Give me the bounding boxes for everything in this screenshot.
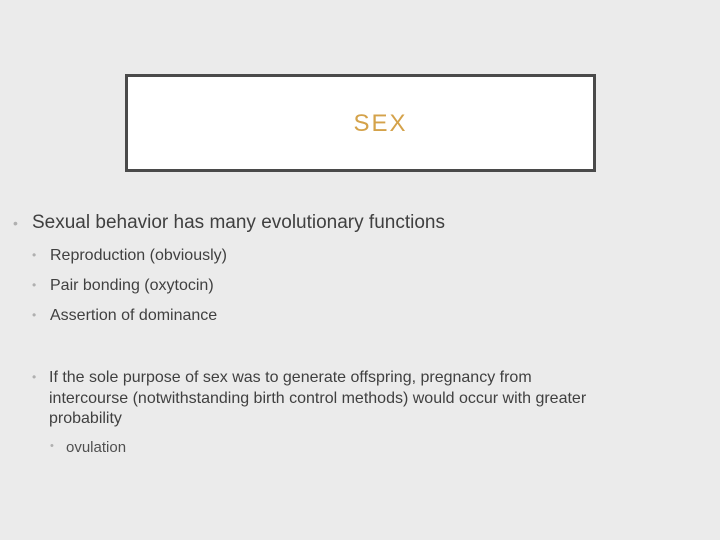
title-box	[125, 74, 596, 172]
sub-bullet-item: Reproduction (obviously)	[50, 247, 227, 264]
slide-title: SEX	[353, 110, 408, 137]
sub-bullet-dot-icon: •	[32, 308, 37, 322]
sub-bullet-item: Pair bonding (oxytocin)	[50, 277, 214, 294]
sub-bullet-line: If the sole purpose of sex was to generate offspring, pregnancy from	[49, 369, 532, 386]
sub-sub-bullet-item: ovulation	[66, 439, 127, 456]
sub-sub-bullet-dot-icon: •	[50, 440, 54, 452]
sub-bullet-dot-icon: •	[32, 278, 37, 292]
sub-bullet-dot-icon: •	[32, 370, 37, 384]
sub-bullet-line: intercourse (notwithstanding birth control methods) would occur with greater	[49, 390, 587, 407]
sub-bullet-item: Assertion of dominance	[50, 307, 218, 324]
bullet-item: Sexual behavior has many evolutionary functions	[32, 212, 445, 233]
sub-bullet-dot-icon: •	[32, 248, 37, 262]
bullet-dot-icon: •	[13, 215, 18, 231]
sub-bullet-line: probability	[49, 410, 122, 427]
